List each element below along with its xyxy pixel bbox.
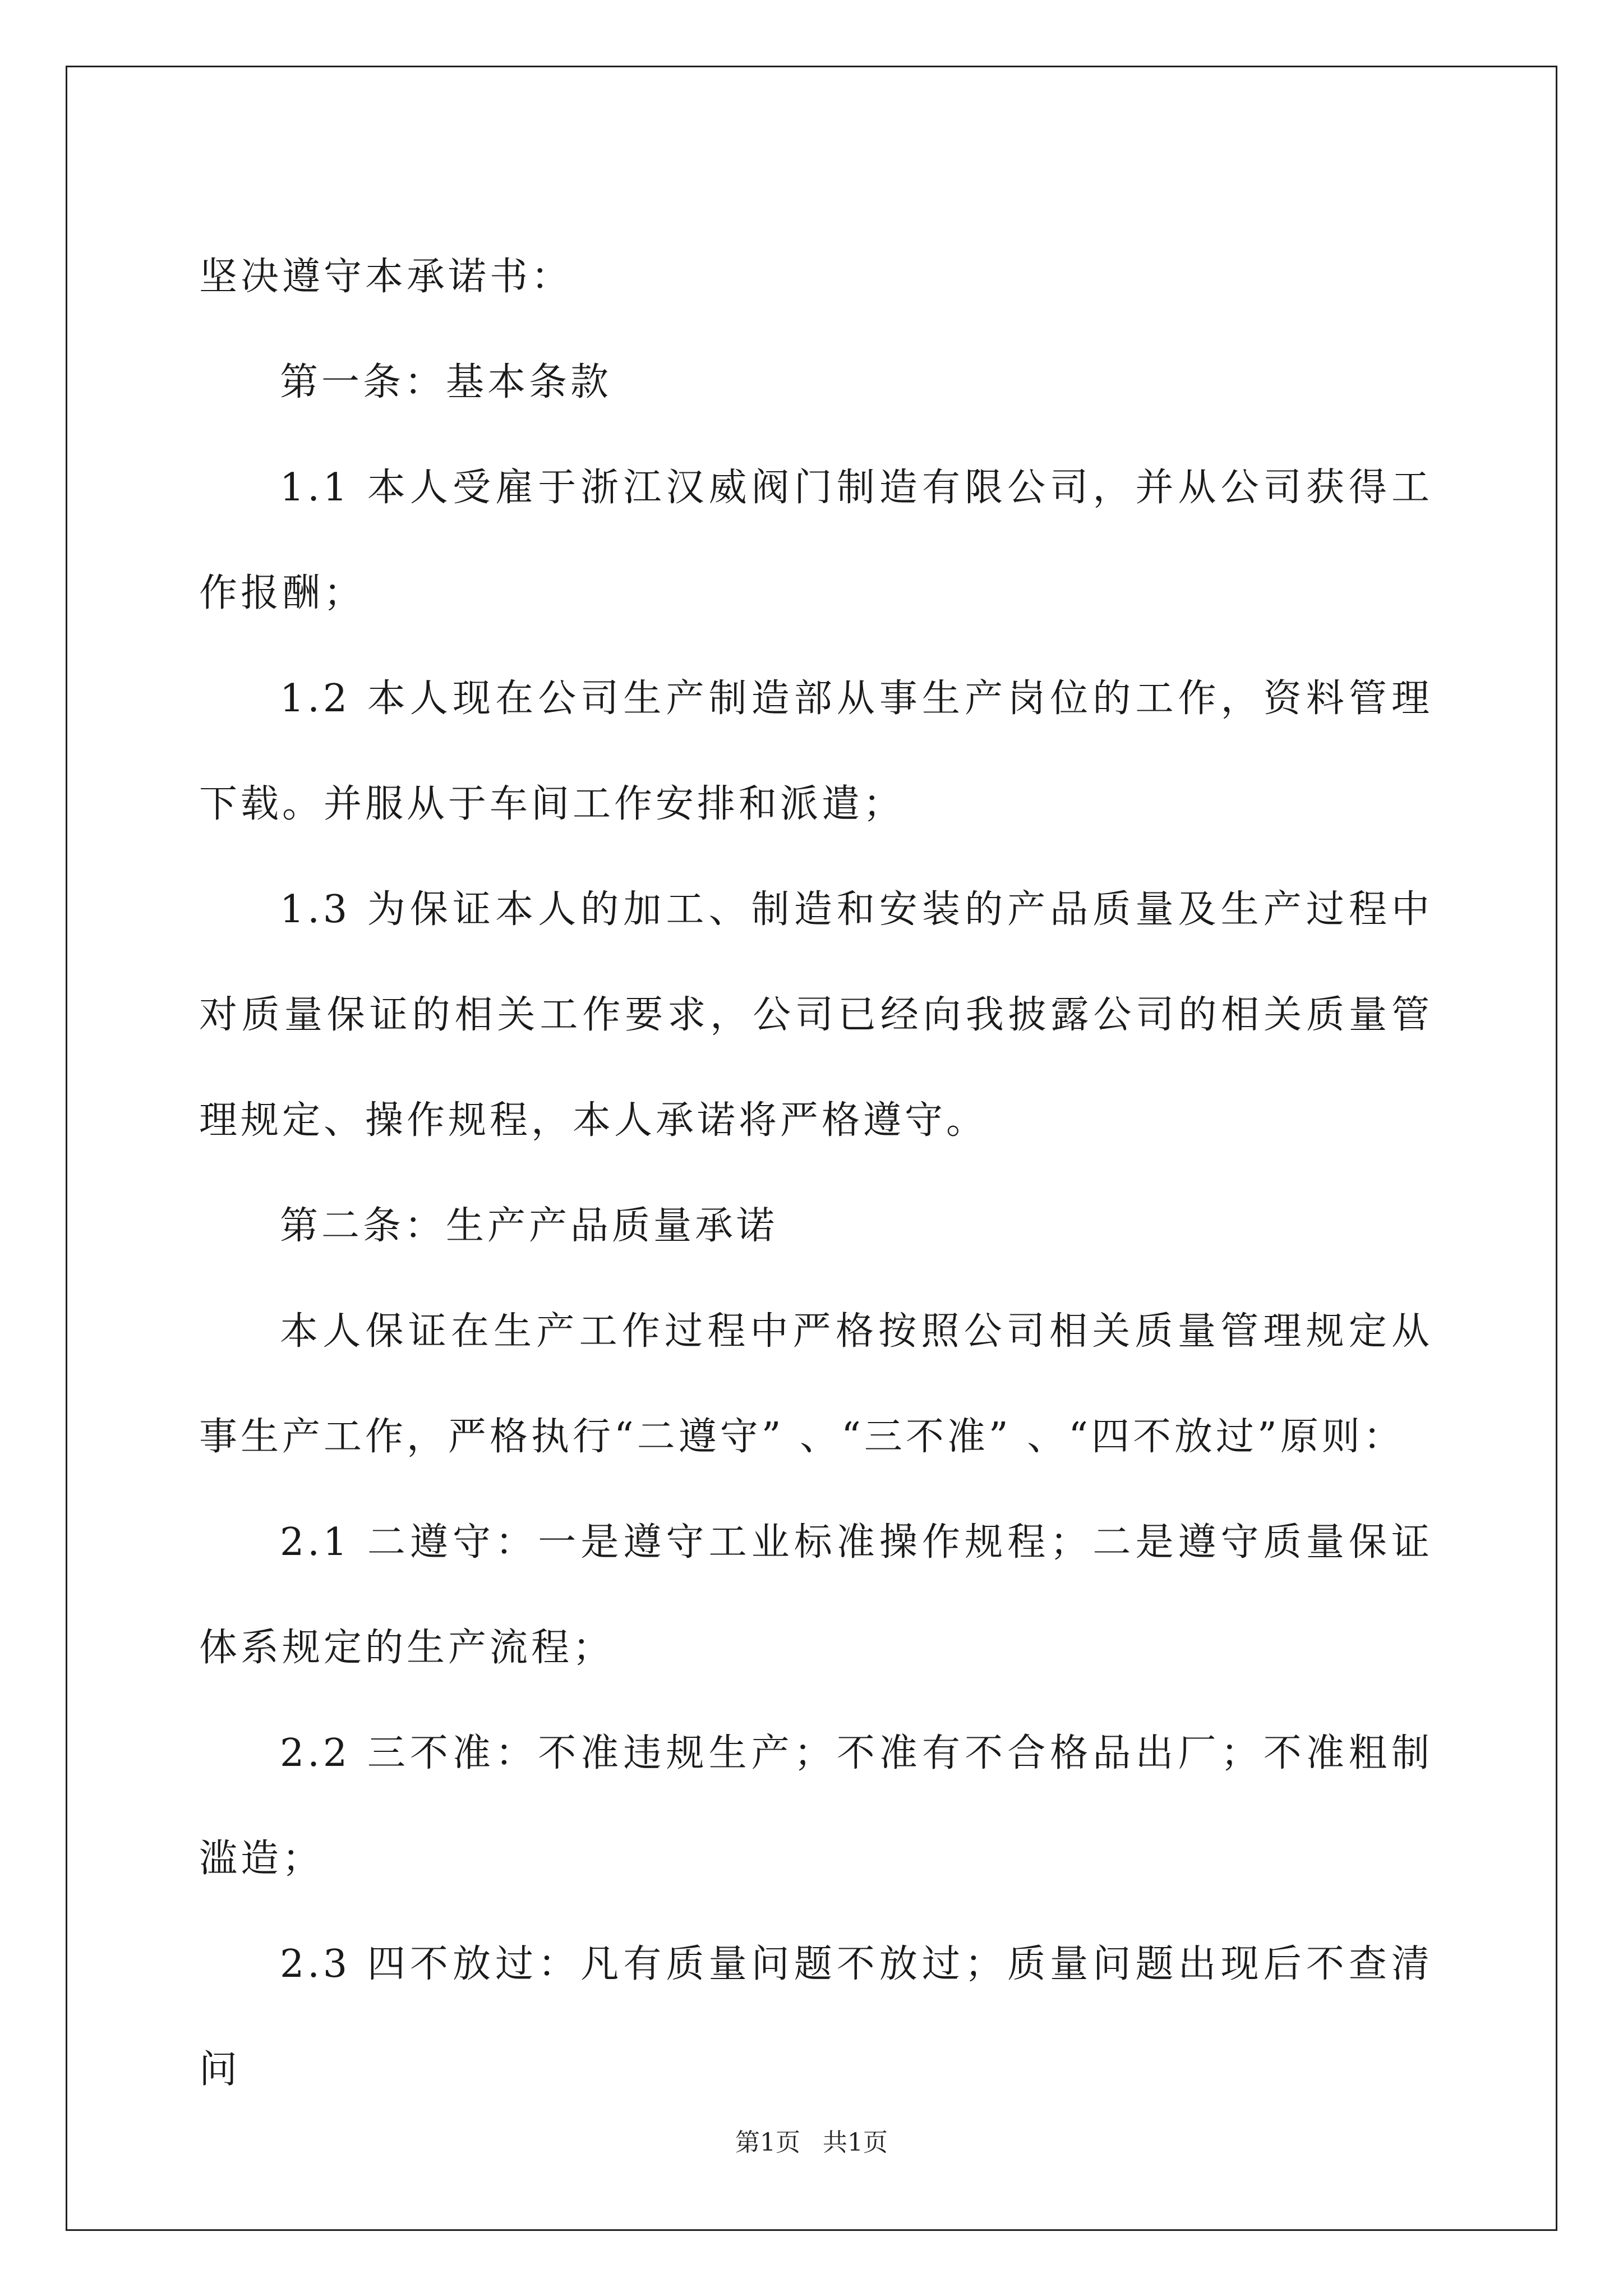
- paragraph: 2.3 四不放过：凡有质量问题不放过；质量问题出现后不查清问: [199, 1942, 1433, 2092]
- page-total: 共1页: [823, 2128, 888, 2157]
- document-body: [199, 224, 1433, 2123]
- paragraph: 2.1 二遵守：一是遵守工业标准操作规程；二是遵守质量保证体系规定的生产流程；: [199, 1520, 1433, 1670]
- paragraph: 本人保证在生产工作过程中严格按照公司相关质量管理规定从事生产工作，严格执行“二遵守” 、“三不准” 、“四不放过”原则：: [199, 1309, 1433, 1459]
- paragraph: 1.3 为保证本人的加工、制造和安装的产品质量及生产过程中对质量保证的相关工作要求，公司已经向我披露公司的相关质量管理规定、操作规程，本人承诺将严格遵守。: [199, 887, 1433, 1143]
- section-heading: 第二条：生产产品质量承诺: [280, 1204, 778, 1248]
- section-heading: 第一条：基本条款: [280, 360, 612, 404]
- page-footer: [0, 2126, 1623, 2160]
- paragraph: 1.2 本人现在公司生产制造部从事生产岗位的工作，资料管理下载。并服从于车间工作安排和派遣；: [199, 677, 1433, 826]
- paragraph: 2.2 三不准：不准违规生产；不准有不合格品出厂；不准粗制滥造；: [199, 1731, 1433, 1881]
- paragraph: 坚决遵守本承诺书：: [199, 255, 573, 299]
- page-number: 第1页: [735, 2128, 800, 2157]
- paragraph: 1.1 本人受雇于浙江汉威阀门制造有限公司，并从公司获得工作报酬；: [199, 466, 1433, 615]
